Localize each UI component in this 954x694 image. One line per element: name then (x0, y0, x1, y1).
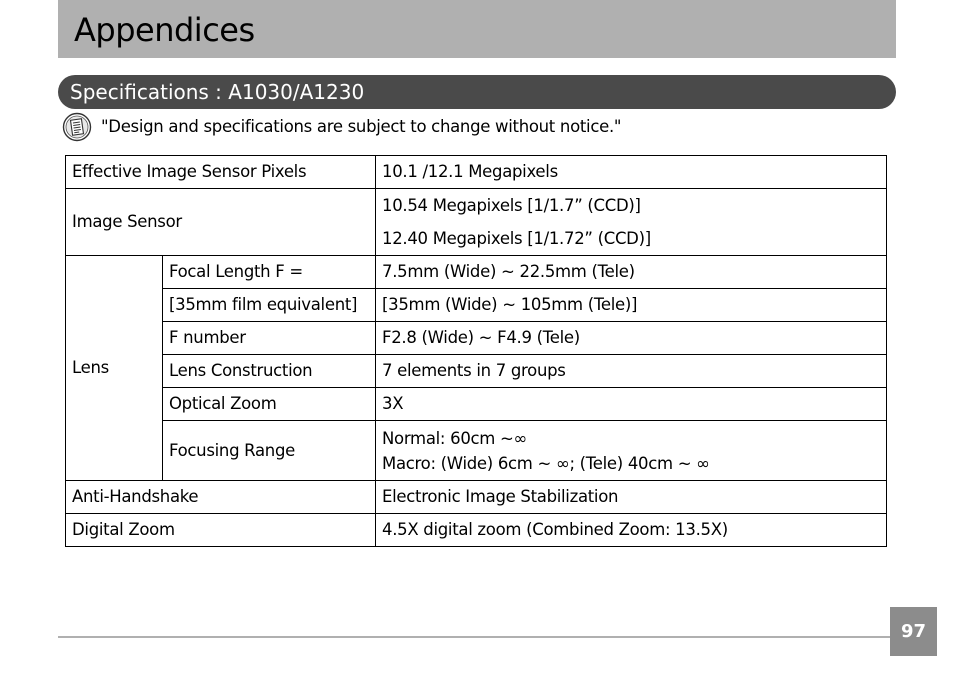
section-title: Specifications : A1030/A1230 (70, 80, 365, 104)
spec-label: Lens (66, 256, 163, 481)
spec-sublabel: Focusing Range (163, 421, 376, 481)
spec-value: 7 elements in 7 groups (376, 355, 887, 388)
spec-value: 7.5mm (Wide) ~ 22.5mm (Tele) (376, 256, 887, 289)
spec-label: Effective Image Sensor Pixels (66, 156, 376, 189)
notice-text: "Design and specifications are subject to change without notice." (101, 117, 622, 136)
notice (62, 112, 621, 142)
table-row (66, 289, 887, 322)
table-row (66, 256, 887, 289)
spec-value-line: 10.54 Megapixels [1/1.7” (CCD)] (382, 196, 641, 215)
spec-value-line: 12.40 Megapixels [1/1.72” (CCD)] (382, 229, 651, 248)
spec-value: 4.5X digital zoom (Combined Zoom: 13.5X) (376, 514, 887, 547)
spec-sublabel: [35mm film equivalent] (163, 289, 376, 322)
spec-value: Electronic Image Stabilization (376, 481, 887, 514)
table-row (66, 388, 887, 421)
header-bar (58, 0, 896, 58)
spec-sublabel: F number (163, 322, 376, 355)
spec-value: 10.1 /12.1 Megapixels (376, 156, 887, 189)
footer-divider (58, 636, 890, 638)
spec-value (376, 421, 887, 481)
spec-label: Digital Zoom (66, 514, 376, 547)
table-row (66, 156, 887, 189)
spec-label: Image Sensor (66, 189, 376, 256)
spec-sublabel: Lens Construction (163, 355, 376, 388)
page-number: 97 (900, 621, 927, 642)
table-row (66, 421, 887, 481)
table-row (66, 189, 887, 256)
table-row (66, 322, 887, 355)
spec-table (65, 155, 887, 547)
spec-sublabel: Optical Zoom (163, 388, 376, 421)
spec-sublabel: Focal Length F = (163, 256, 376, 289)
table-row (66, 355, 887, 388)
spec-value: 3X (376, 388, 887, 421)
spec-value (376, 189, 887, 256)
spec-value: [35mm (Wide) ~ 105mm (Tele)] (376, 289, 887, 322)
note-icon (62, 112, 92, 142)
table-row (66, 514, 887, 547)
spec-value-line: Normal: 60cm ~∞ (382, 428, 527, 448)
spec-label: Anti-Handshake (66, 481, 376, 514)
table-row (66, 481, 887, 514)
section-header (58, 75, 896, 109)
page-title: Appendices (74, 11, 255, 49)
spec-value-line: Macro: (Wide) 6cm ~ ∞; (Tele) 40cm ~ ∞ (382, 453, 710, 473)
page-number-badge (890, 607, 937, 656)
spec-value: F2.8 (Wide) ~ F4.9 (Tele) (376, 322, 887, 355)
